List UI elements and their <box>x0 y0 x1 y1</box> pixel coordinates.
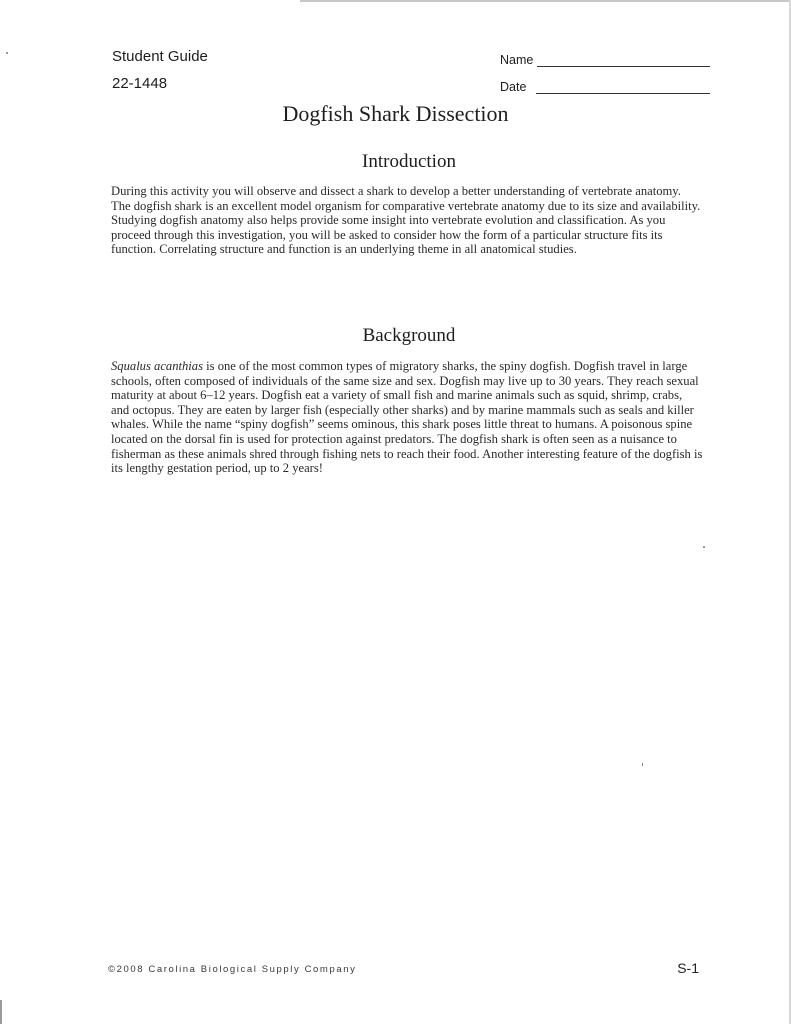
page-top-edge <box>300 0 791 2</box>
name-field[interactable] <box>500 53 710 71</box>
date-field[interactable] <box>500 80 710 98</box>
catalog-number: 22-1448 <box>112 75 168 92</box>
background-paragraph <box>111 359 703 476</box>
page-left-edge-mark <box>0 1000 2 1024</box>
copyright-notice: ©2008 Carolina Biological Supply Company <box>108 964 357 975</box>
document-title: Dogfish Shark Dissection <box>282 101 509 126</box>
species-name: Squalus acanthias <box>111 359 204 373</box>
scan-speck <box>642 763 643 766</box>
background-heading: Background <box>362 325 456 346</box>
name-line[interactable] <box>537 66 710 67</box>
background-text: is one of the most common types of migratory sharks, the spiny dogfish. Dogfish travel in large schools, often composed of individuals of the same size and sex. Dogfish may live up to 30 years. They reach sexual maturity at about 6–12 years. Dogfish eat a variety of small fish and marine animals such as squid, shrimp, crabs, and octopus. They are eaten by larger fish (especially other sharks) and by marine mammals such as seals and killer whales. While the name “spiny dogfish” seems ominous, this shark poses little threat to humans. A poisonous spine located on the dorsal fin is used for protection against predators. The dogfish shark is often seen as a nuisance to fisherman as these animals shred through fishing nets to reach their food. Another interesting feature of the dogfish is its lengthy gestation period, up to 2 years! <box>111 359 703 476</box>
guide-label: Student Guide <box>112 48 208 65</box>
date-label: Date <box>500 80 527 94</box>
date-line[interactable] <box>536 93 710 94</box>
scan-speck <box>6 52 8 54</box>
page-number: S-1 <box>677 960 699 976</box>
introduction-heading: Introduction <box>362 151 456 172</box>
scan-speck <box>703 546 705 548</box>
name-label: Name <box>500 53 534 67</box>
introduction-paragraph: During this activity you will observe and dissect a shark to develop a better understanding of vertebrate anatomy. The dogfish shark is an excellent model organism for comparative vertebrate anatomy due to its size and availability. Studying dogfish anatomy also helps provide some insight into vertebrate evolution and classification. As you proceed through this investigation, you will be asked to consider how the form of a particular structure fits its function. Correlating structure and function is an underlying theme in all anatomical studies. <box>111 184 701 257</box>
